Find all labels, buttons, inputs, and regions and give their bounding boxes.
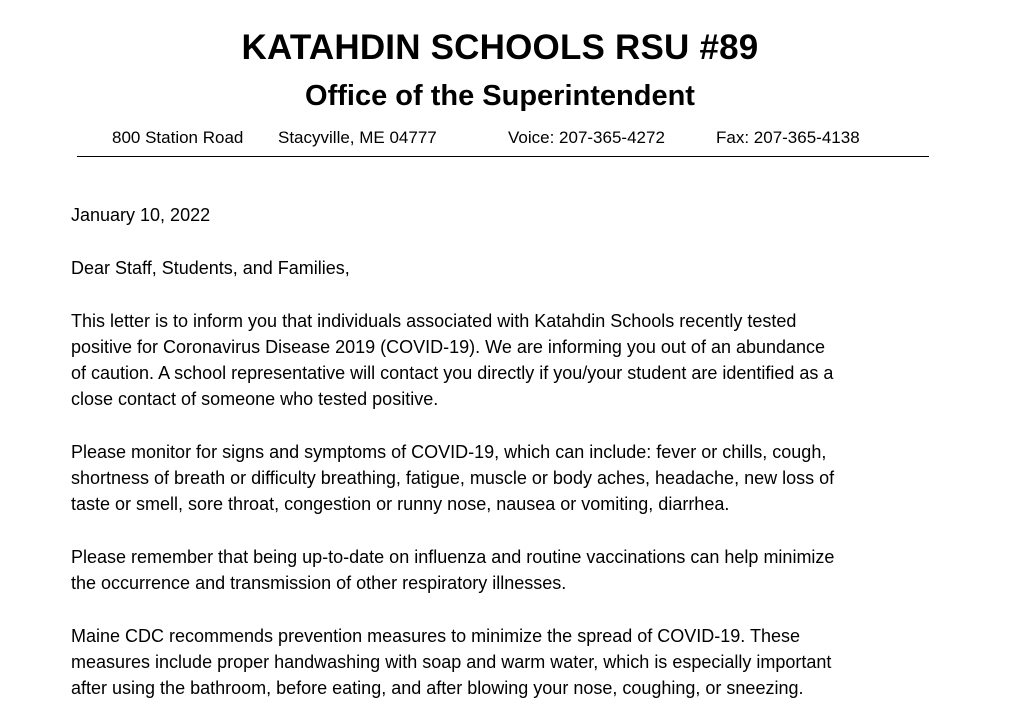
paragraph-line: positive for Coronavirus Disease 2019 (COVID-19). We are informing you out of an abundance	[71, 337, 826, 357]
paragraph-line: shortness of breath or difficulty breathing, fatigue, muscle or body aches, headache, new loss of	[71, 468, 835, 488]
paragraph-line: measures include proper handwashing with soap and warm water, which is especially important	[71, 652, 832, 672]
paragraph-symptoms	[71, 439, 951, 517]
organization-name: KATAHDIN SCHOOLS RSU #89	[241, 28, 759, 67]
paragraph-vaccinations	[71, 544, 951, 596]
paragraph-prevention	[71, 623, 951, 701]
paragraph-line: This letter is to inform you that individuals associated with Katahdin Schools recently tested	[71, 311, 797, 331]
letterhead-divider	[77, 156, 929, 157]
paragraph-notification	[71, 308, 951, 412]
city-state-zip: Stacyville, ME 04777	[278, 128, 437, 147]
paragraph-line: Please remember that being up-to-date on influenza and routine vaccinations can help minimize	[71, 547, 835, 567]
voice-phone: Voice: 207-365-4272	[508, 128, 665, 147]
letter-salutation: Dear Staff, Students, and Families,	[71, 258, 350, 278]
street-address: 800 Station Road	[112, 128, 244, 147]
paragraph-line: taste or smell, sore throat, congestion or runny nose, nausea or vomiting, diarrhea.	[71, 494, 730, 514]
paragraph-line: of caution. A school representative will contact you directly if you/your student are identified as a	[71, 363, 834, 383]
office-name: Office of the Superintendent	[305, 80, 695, 112]
paragraph-line: close contact of someone who tested positive.	[71, 389, 439, 409]
paragraph-line: after using the bathroom, before eating, and after blowing your nose, coughing, or sneezing.	[71, 678, 804, 698]
letter-date: January 10, 2022	[71, 205, 211, 225]
paragraph-line: Please monitor for signs and symptoms of COVID-19, which can include: fever or chills, cough,	[71, 442, 827, 462]
paragraph-line: the occurrence and transmission of other respiratory illnesses.	[71, 573, 567, 593]
letter-body	[71, 202, 951, 728]
paragraph-line: Maine CDC recommends prevention measures to minimize the spread of COVID-19. These	[71, 626, 800, 646]
fax-number: Fax: 207-365-4138	[716, 128, 860, 147]
